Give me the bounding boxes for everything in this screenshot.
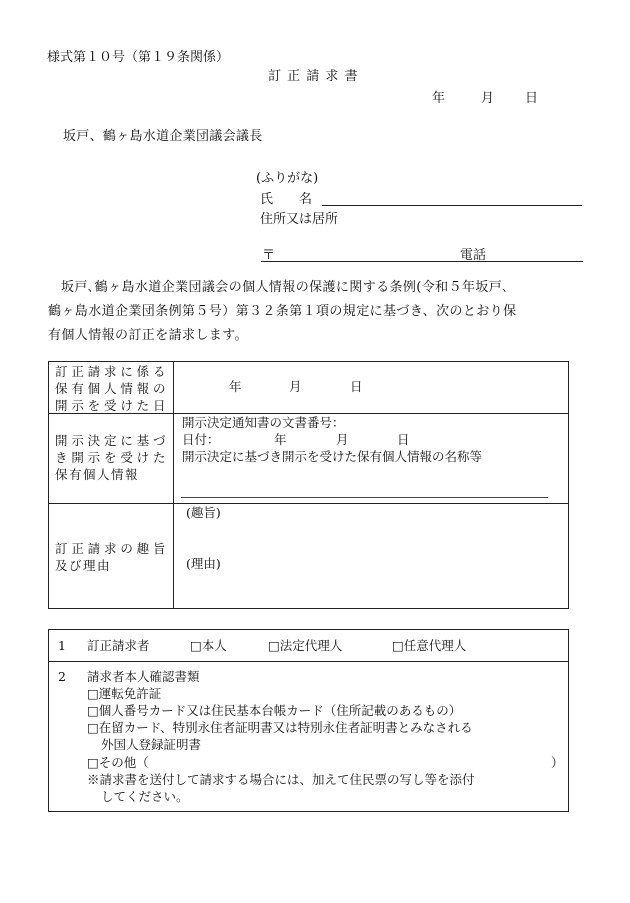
name-label: 氏 名 <box>260 192 313 207</box>
mail-note-line-2: してください。 <box>101 789 189 804</box>
header-year-label: 年 <box>432 91 446 106</box>
info-name-label: 開示決定に基づき開示を受けた保有個人情報の名称等 <box>182 449 483 464</box>
item-1-number: 1 <box>58 638 66 653</box>
notice-date-label: 日付： <box>182 432 220 447</box>
document-number-label: 開示決定通知書の文書番号： <box>182 415 345 430</box>
doc-drivers-license[interactable]: □運転免許証 <box>87 686 162 701</box>
reason-label: (理由) <box>186 556 221 571</box>
intro-paragraph <box>48 276 582 348</box>
disclosure-date-label: 訂正請求に係る 保有個人情報の 開示を受けた日 <box>55 364 167 413</box>
intro-line-2: 鶴ヶ島水道企業団条例第５号）第３２条第１項の規定に基づき、次のとおり保 <box>48 304 517 319</box>
doc-residence-card[interactable]: □在留カード、特別永住者証明書又は特別永住者証明書とみなされる <box>87 720 473 735</box>
purpose-label: (趣旨) <box>186 505 221 520</box>
option-legal-agent[interactable]: □法定代理人 <box>268 638 343 653</box>
name-underline <box>322 205 582 206</box>
option-self[interactable]: □本人 <box>190 638 227 653</box>
doc-residence-card-cont: 外国人登録証明書 <box>101 737 202 752</box>
table-column-divider <box>173 361 174 609</box>
table-row-divider-2 <box>48 503 569 504</box>
intro-line-3: 有個人情報の訂正を請求します。 <box>48 328 248 343</box>
disclosure-day-label: 日 <box>350 379 363 394</box>
doc-my-number-card[interactable]: □個人番号カード又は住民基本台帳カード（住所記載のあるもの） <box>87 703 462 718</box>
item-2-number: 2 <box>58 669 66 684</box>
doc-other[interactable]: □その他（ <box>87 755 149 770</box>
postal-mark: 〒 <box>262 248 276 263</box>
notice-month-label: 月 <box>336 432 349 447</box>
mail-note-line-1: ※請求書を送付して請求する場合には、加えて住民票の写し等を添付 <box>87 772 475 787</box>
intro-line-1: 坂戸､鶴ヶ島水道企業団議会の個人情報の保護に関する条例(令和５年坂戸､ <box>61 280 510 295</box>
addressee: 坂戸、鶴ヶ島水道企業団議会議長 <box>63 129 263 144</box>
form-number: 様式第１０号（第１９条関係） <box>47 50 230 65</box>
id-documents-label: 請求者本人確認書類 <box>87 669 200 684</box>
doc-other-close: ） <box>551 755 564 770</box>
requester-type-label: 訂正請求者 <box>87 638 150 653</box>
document-title: 訂 正 請 求 書 <box>268 69 359 84</box>
address-underline <box>261 261 583 262</box>
notice-day-label: 日 <box>397 432 410 447</box>
notice-year-label: 年 <box>274 432 287 447</box>
purpose-reason-label: 訂正請求の趣旨 及び理由 <box>55 541 167 573</box>
disclosure-month-label: 月 <box>289 379 302 394</box>
option-voluntary-agent[interactable]: □任意代理人 <box>392 638 467 653</box>
disclosure-year-label: 年 <box>229 379 242 394</box>
phone-label: 電話 <box>460 248 487 263</box>
info-name-underline <box>181 497 548 498</box>
disclosed-info-label: 開示決定に基づ き開示を受けた 保有個人情報 <box>55 433 167 482</box>
requester-table-divider <box>48 661 569 662</box>
furigana-label: (ふりがな) <box>256 171 319 186</box>
address-label: 住所又は居所 <box>260 212 339 227</box>
header-day-label: 日 <box>525 91 539 106</box>
header-month-label: 月 <box>481 91 495 106</box>
